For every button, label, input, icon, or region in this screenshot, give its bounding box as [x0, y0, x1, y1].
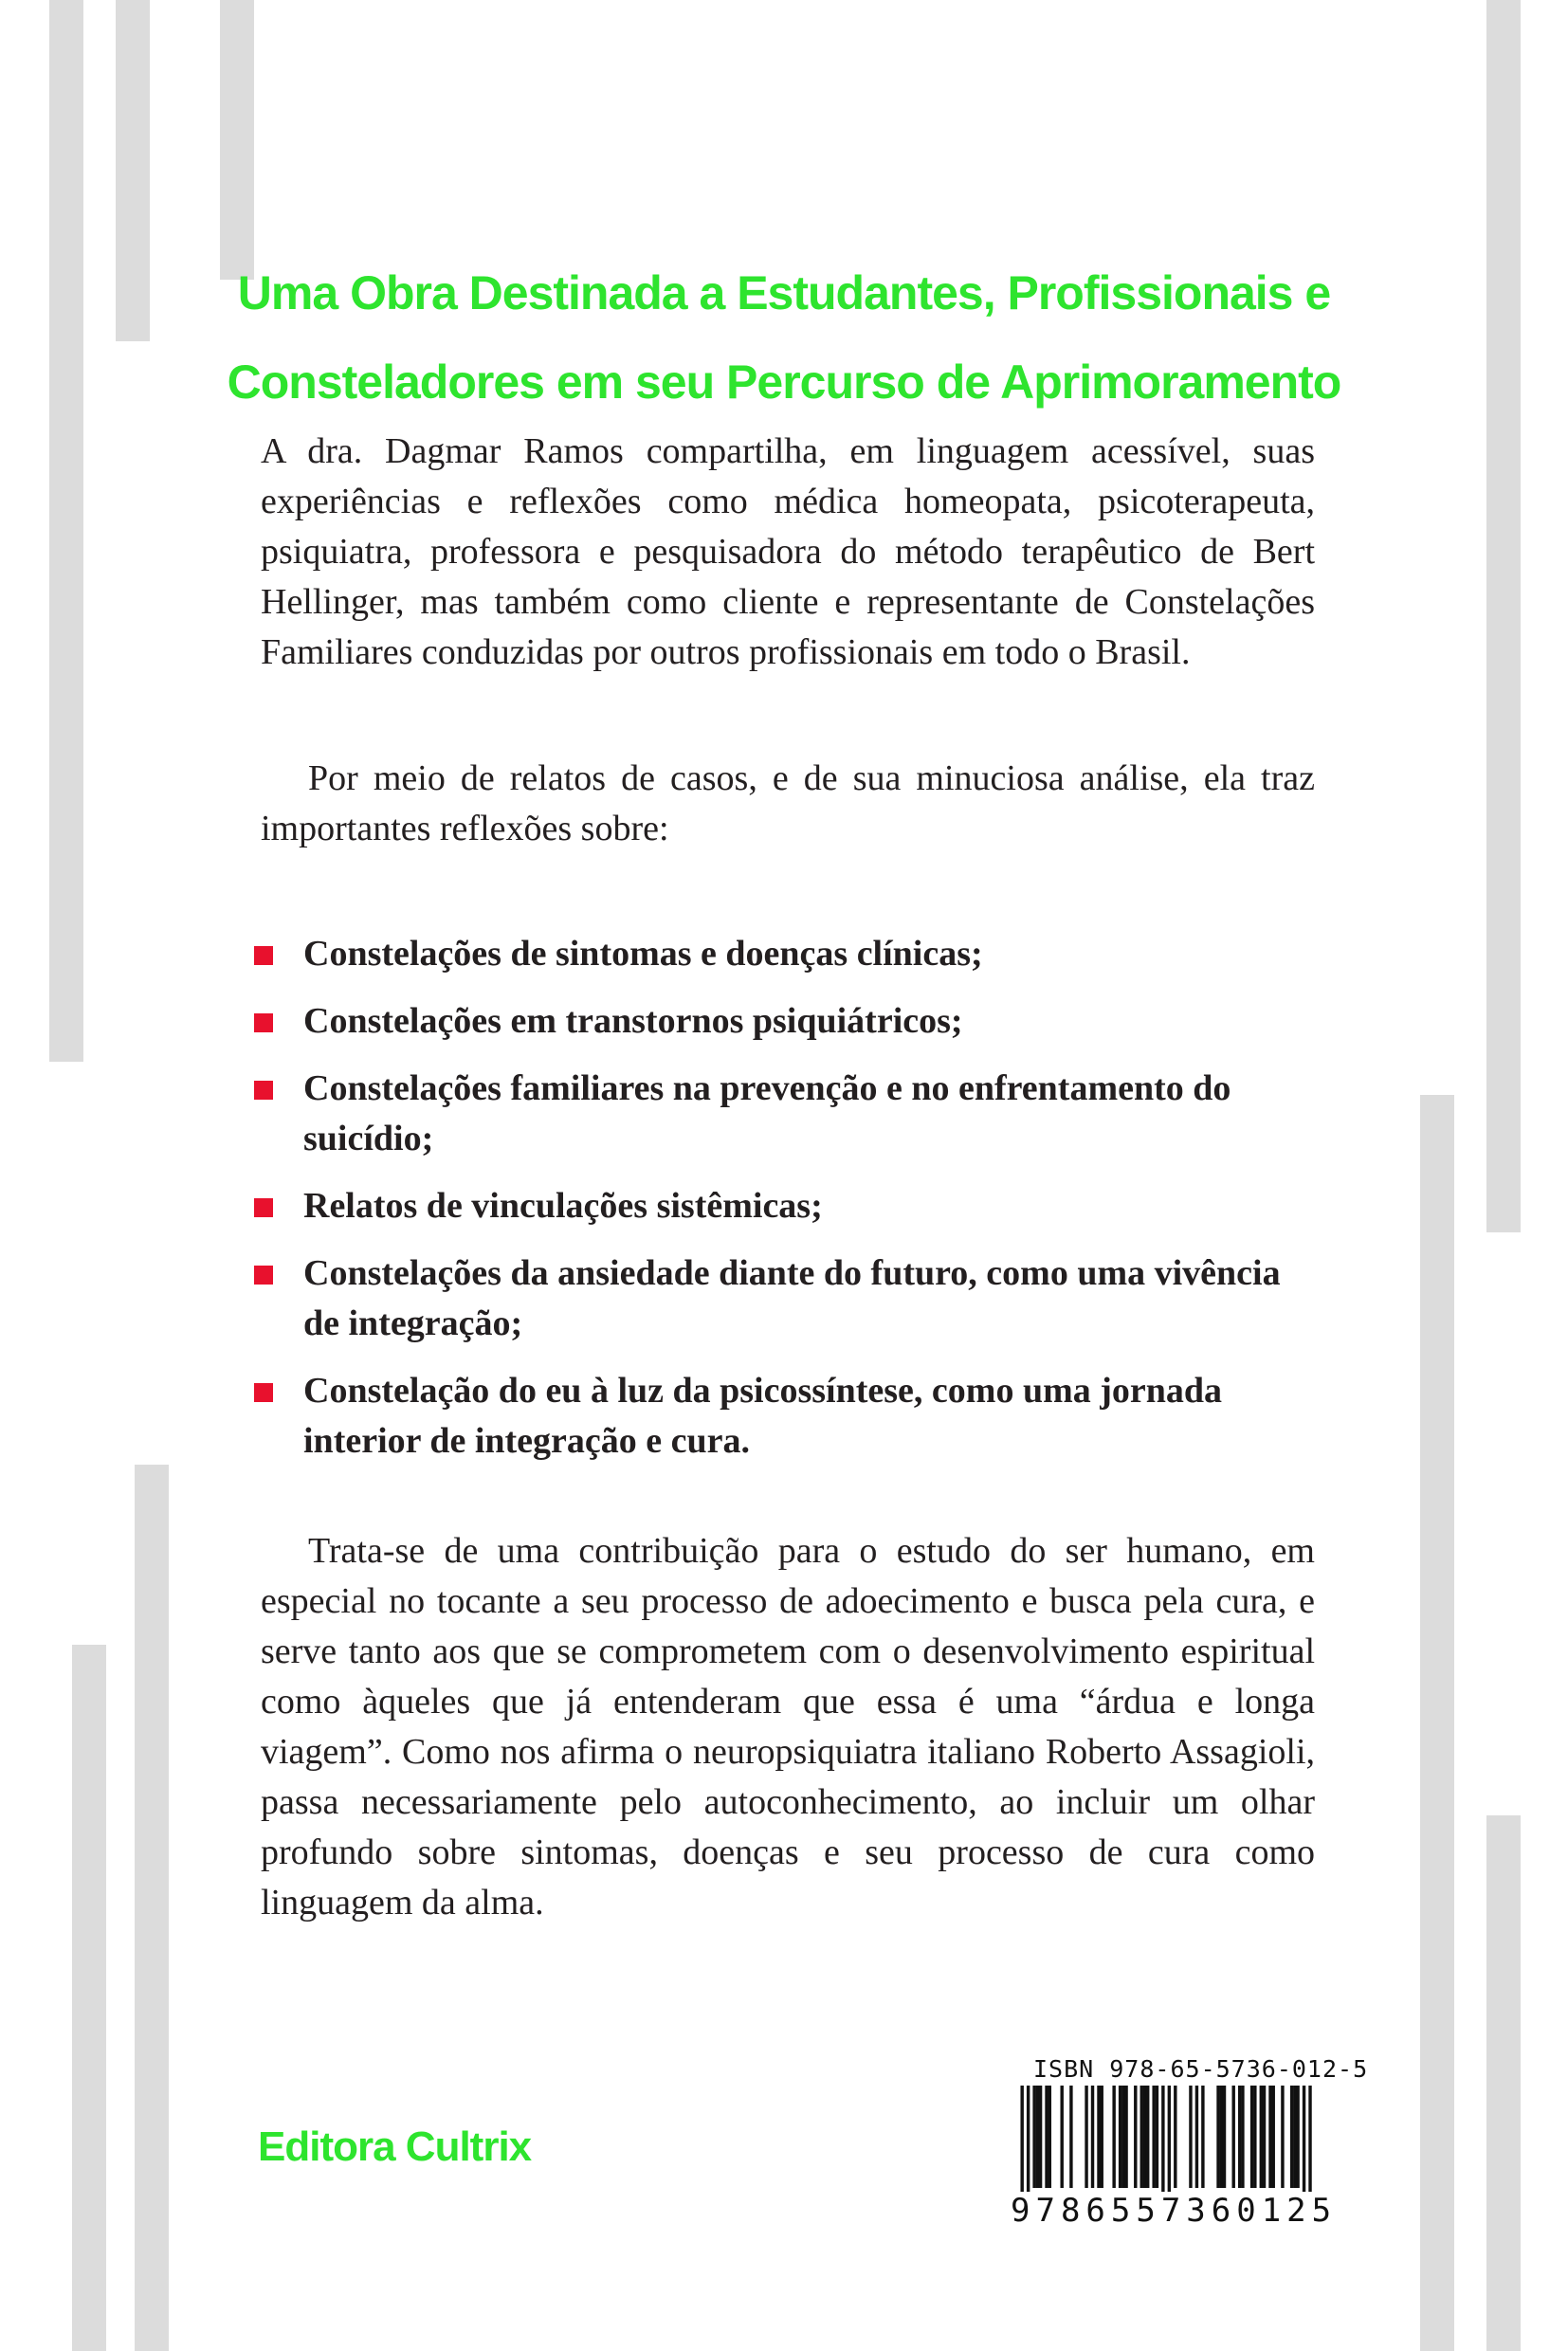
barcode-bar	[1250, 2086, 1253, 2188]
barcode-bar	[1260, 2086, 1263, 2188]
barcode-bar	[1146, 2086, 1149, 2188]
decor-bar	[1420, 1095, 1454, 2351]
red-square-bullet-icon	[254, 946, 273, 965]
barcode-bar	[1293, 2086, 1296, 2188]
barcode-bar	[1121, 2086, 1124, 2188]
isbn-label: ISBN 978-65-5736-012-5	[1033, 2055, 1369, 2083]
barcode-bar	[1303, 2086, 1305, 2204]
barcode-bar	[1152, 2086, 1155, 2188]
barcode-bar	[1048, 2086, 1051, 2188]
barcode-bar	[1069, 2086, 1072, 2188]
list-item: Relatos de vinculações sistêmicas;	[254, 1181, 1325, 1231]
barcode-bar	[1216, 2086, 1219, 2188]
red-square-bullet-icon	[254, 1383, 273, 1402]
barcode-bar	[1036, 2086, 1039, 2188]
barcode-bar	[1119, 2086, 1121, 2188]
barcode-bar	[1174, 2086, 1176, 2188]
barcode-bar	[1161, 2086, 1164, 2204]
barcode-bar	[1268, 2086, 1271, 2188]
list-item: Constelações da ansiedade diante do futuro, como uma vivência de integração;	[254, 1248, 1325, 1349]
barcode-bar	[1032, 2086, 1035, 2188]
barcode-bar	[1101, 2086, 1103, 2188]
barcode-bar	[1045, 2086, 1048, 2188]
barcode-bar	[1241, 2086, 1244, 2188]
barcode-bar	[1296, 2086, 1299, 2188]
lead-paragraph: Por meio de relatos de casos, e de sua minuciosa análise, ela traz importantes reflexões sobre:	[261, 758, 1315, 848]
publisher-name: Editora Cultrix	[258, 2123, 532, 2170]
list-item: Constelações em transtornos psiquiátricos;	[254, 996, 1325, 1047]
barcode-bar	[1020, 2086, 1023, 2204]
decor-bar	[220, 0, 254, 280]
heading-line-2: Consteladores em seu Percurso de Aprimoramento	[227, 355, 1341, 409]
red-square-bullet-icon	[254, 1198, 273, 1217]
barcode-bar	[1201, 2086, 1204, 2188]
barcode-bar	[1238, 2086, 1241, 2188]
barcode-bar	[1168, 2086, 1171, 2204]
back-cover-heading	[0, 248, 1568, 427]
barcode-bar	[1039, 2086, 1042, 2188]
barcode-bar	[1220, 2086, 1223, 2188]
barcode-bar	[1060, 2086, 1063, 2188]
barcode-bar	[1091, 2086, 1094, 2188]
heading-line-1: Uma Obra Destinada a Estudantes, Profissionais e	[237, 266, 1331, 319]
closing-paragraph: Trata-se de uma contribuição para o estudo do ser humano, em especial no tocante a seu processo de adoecimento e busca pela cura, e serve tanto aos que se comprometem com o desenvolvimento espiritual como àqueles que já entenderam que essa é uma “árdua e longa viagem”. Como nos afirma o neuropsiquiatra italiano Roberto Assagioli, passa necessariamente pelo autoconhecimento, ao incluir um olhar profundo sobre sintomas, doenças e seu processo de cura como linguagem da alma.	[261, 1531, 1315, 1923]
barcode-bar	[1112, 2086, 1115, 2188]
barcode-digits: 9786557360125	[1007, 2192, 1340, 2230]
barcode-bar	[1134, 2086, 1137, 2188]
barcode-bar	[1195, 2086, 1198, 2188]
barcode-bar	[1290, 2086, 1293, 2188]
barcode-bar	[1308, 2086, 1311, 2204]
red-square-bullet-icon	[254, 1081, 273, 1100]
decor-bar	[1486, 0, 1521, 1232]
decor-bar	[49, 0, 83, 1062]
barcode-bar	[1156, 2086, 1158, 2188]
list-item: Constelações de sintomas e doenças clínicas;	[254, 929, 1325, 979]
barcode-bar	[1189, 2086, 1192, 2188]
barcode-bar	[1223, 2086, 1226, 2188]
barcode-bar	[1231, 2086, 1234, 2188]
barcode-bar	[1085, 2086, 1087, 2188]
decor-bar	[135, 1465, 169, 2351]
isbn-barcode	[1014, 2086, 1318, 2204]
barcode-bar	[1263, 2086, 1266, 2188]
barcode-bar	[1272, 2086, 1275, 2188]
red-square-bullet-icon	[254, 1013, 273, 1032]
intro-paragraph: A dra. Dagmar Ramos compartilha, em linguagem acessível, suas experiências e reflexões como médica homeopata, psicoterapeuta, psiquiatra, professora e pesquisadora do método terapêutico de Bert Hellinger, mas também como cliente e representante de Constelações Familiares conduzidas por outros profissionais em todo o Brasil.	[261, 431, 1315, 672]
barcode-bar	[1124, 2086, 1127, 2188]
barcode-bar	[1253, 2086, 1256, 2188]
list-item: Constelação do eu à luz da psicossíntese, como uma jornada interior de integração e cura.	[254, 1366, 1325, 1467]
barcode-bar	[1143, 2086, 1146, 2188]
red-square-bullet-icon	[254, 1266, 273, 1285]
barcode-bar	[1027, 2086, 1030, 2204]
barcode-bar	[1140, 2086, 1143, 2188]
barcode-bar	[1097, 2086, 1100, 2188]
decor-bar	[72, 1645, 106, 2351]
list-item: Constelações familiares na prevenção e no enfrentamento do suicídio;	[254, 1064, 1325, 1164]
topic-list	[254, 929, 1325, 1484]
barcode-bar	[1281, 2086, 1284, 2188]
decor-bar	[1486, 1815, 1521, 2351]
